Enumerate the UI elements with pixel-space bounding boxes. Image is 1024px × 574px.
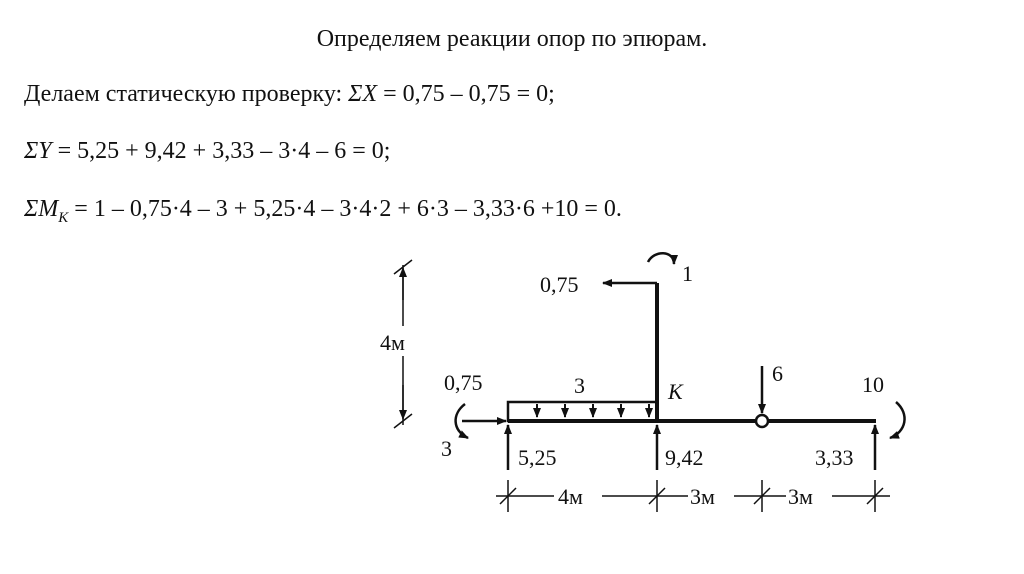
top-moment-label: 1 (682, 261, 693, 286)
reaction-right-label: 3,33 (815, 445, 854, 470)
dim-3-label: 3м (788, 484, 813, 509)
distributed-load-arrows (537, 404, 649, 417)
top-moment-arrow (648, 253, 674, 264)
top-force-label: 0,75 (540, 272, 579, 297)
height-dimension-label: 4м (380, 330, 405, 355)
node-k-label: K (668, 379, 683, 404)
dim-2-label: 3м (690, 484, 715, 509)
left-moment-label: 3 (441, 436, 452, 461)
sum-m: ΣM (24, 196, 59, 222)
check-intro: Делаем статическую проверку: (24, 81, 349, 107)
sum-x: ΣX (348, 81, 378, 107)
reaction-mid-label: 9,42 (665, 445, 704, 470)
point-load-label: 6 (772, 361, 783, 386)
right-moment-arrow (890, 402, 905, 438)
distributed-load-label: 3 (574, 373, 585, 398)
distributed-load-block (508, 402, 657, 421)
eq-y-rhs: = 5,25 + 9,42 + 3,33 – 3·4 – 6 = 0; (51, 138, 391, 164)
eq-m-rhs: = 1 – 0,75·4 – 3 + 5,25·4 – 3·4·2 + 6·3 – 3,33·6 +10 = 0. (68, 196, 622, 222)
sum-y: ΣY (24, 138, 52, 164)
reaction-left-label: 5,25 (518, 445, 557, 470)
sum-m-subscript: K (58, 210, 69, 226)
left-force-label: 0,75 (444, 370, 483, 395)
page-title: Определяем реакции опор по эпюрам. (316, 26, 708, 52)
dim-1-label: 4м (558, 484, 583, 509)
right-moment-label: 10 (862, 372, 884, 397)
hinge-node (756, 415, 768, 427)
eq-x-rhs: = 0,75 – 0,75 = 0; (377, 81, 555, 107)
